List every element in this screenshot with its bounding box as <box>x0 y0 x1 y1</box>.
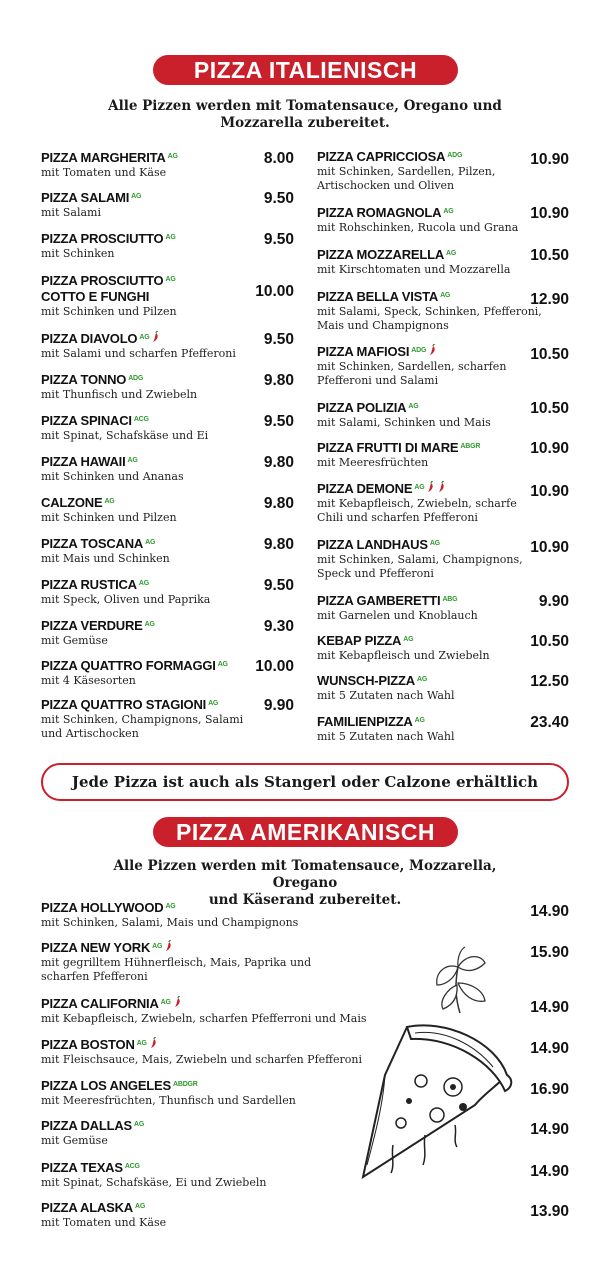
menu-item-description: mit Schinken, Sardellen, Pilzen, <box>317 165 496 178</box>
menu-item-name-text: PIZZA LOS ANGELES <box>41 1078 171 1093</box>
menu-item-name-text: PIZZA DIAVOLO <box>41 331 138 346</box>
allergen-tag: ABGR <box>460 443 481 450</box>
menu-item-description-line2: Chili und scharfen Pfefferoni <box>317 511 478 524</box>
menu-item-name-text: PIZZA TONNO <box>41 372 127 387</box>
menu-item-description: mit Gemüse <box>41 1134 108 1147</box>
italian-right-menu-item-price: 12.90 <box>530 291 569 308</box>
italian-left-menu-item-price: 9.50 <box>263 413 294 430</box>
menu-item-description: mit Schinken und Ananas <box>41 470 184 483</box>
allergen-tag: ACG <box>133 416 149 423</box>
italian-right-menu-item-price: 10.50 <box>530 633 569 650</box>
menu-item-description: mit Kirschtomaten und Mozzarella <box>317 263 511 276</box>
menu-item-description: mit Meeresfrüchten, Thunfisch und Sardellen <box>41 1094 296 1107</box>
menu-item-name <box>41 231 176 247</box>
menu-item-description: mit 5 Zutaten nach Wahl <box>317 689 455 702</box>
menu-item-name-text: PIZZA CALIFORNIA <box>41 996 159 1011</box>
american-menu-item <box>41 1160 266 1190</box>
italian-left-menu-item <box>41 618 155 648</box>
menu-item-name-text: PIZZA TOSCANA <box>41 536 144 551</box>
allergen-tag: AG <box>144 621 155 628</box>
italian-left-menu-item-price: 9.50 <box>263 577 294 594</box>
menu-item-name <box>317 537 523 553</box>
menu-item-name-text: PIZZA FRUTTI DI MARE <box>317 440 459 455</box>
italian-right-menu-item-price: 10.90 <box>530 539 569 556</box>
american-menu-item <box>41 940 311 984</box>
italian-note <box>80 98 530 132</box>
allergen-tag: AG <box>138 580 149 587</box>
menu-item-name-text: PIZZA MARGHERITA <box>41 150 166 165</box>
menu-item-name-text: PIZZA POLIZIA <box>317 400 407 415</box>
menu-item-description: mit Schinken, Sardellen, scharfen <box>317 360 507 373</box>
italian-left-menu-item <box>41 697 243 741</box>
menu-item-description: mit Mais und Schinken <box>41 552 170 565</box>
allergen-tag: AG <box>416 676 428 683</box>
menu-item-description: mit Schinken, Salami, Mais und Champignons <box>41 916 299 929</box>
italian-right-menu-item-price: 10.50 <box>530 400 569 417</box>
menu-item-name-line2: COTTO E FUNGHI <box>41 289 150 304</box>
american-menu-item <box>41 1200 166 1230</box>
menu-item-name-text: PIZZA VERDURE <box>41 618 143 633</box>
allergen-tag: ABG <box>442 596 458 603</box>
american-menu-item <box>41 1037 362 1067</box>
menu-item-name <box>41 190 141 206</box>
menu-item-name <box>317 400 491 416</box>
menu-item-description-line2: Speck und Pfefferoni <box>317 567 434 580</box>
allergen-tag: ADG <box>128 375 144 382</box>
menu-item-name <box>41 658 228 674</box>
italian-right-menu-item-price: 9.90 <box>538 593 569 610</box>
menu-item-name <box>41 150 178 166</box>
menu-item-name <box>317 481 517 497</box>
allergen-tag: AG <box>165 276 176 283</box>
menu-item-name-text: PIZZA MAFIOSI <box>317 344 410 359</box>
allergen-tag: AG <box>208 700 219 707</box>
italian-right-menu-item-price: 10.90 <box>530 440 569 457</box>
menu-item-description: mit Garnelen und Knoblauch <box>317 609 478 622</box>
menu-item-name <box>317 344 506 360</box>
italian-left-menu-item-price: 8.00 <box>263 150 294 167</box>
pizza-slice-illustration <box>345 1015 520 1185</box>
menu-item-description: mit Gemüse <box>41 634 108 647</box>
menu-item-description: mit Meeresfrüchten <box>317 456 429 469</box>
italian-right-menu-item <box>317 481 517 525</box>
italian-left-menu-item-price: 9.80 <box>263 495 294 512</box>
menu-item-name <box>317 633 490 649</box>
italian-left-menu-item <box>41 577 210 607</box>
allergen-tag: ADG <box>447 152 463 159</box>
menu-item-name <box>317 247 510 263</box>
italian-left-menu-item <box>41 413 208 443</box>
italian-left-menu-item <box>41 495 177 525</box>
menu-item-name <box>317 205 518 221</box>
american-menu-item-price: 14.90 <box>530 1121 569 1138</box>
menu-item-name <box>41 940 311 956</box>
allergen-tag: AG <box>217 661 228 668</box>
italian-right-menu-item <box>317 205 518 235</box>
menu-item-description: mit Salami, Schinken und Mais <box>317 416 491 429</box>
menu-item-name-text: CALZONE <box>41 495 103 510</box>
italian-left-menu-item <box>41 454 184 484</box>
menu-item-name-text: PIZZA HAWAII <box>41 454 126 469</box>
menu-item-name-text: PIZZA SPINACI <box>41 413 132 428</box>
menu-item-description: mit Rohschinken, Rucola und Grana <box>317 221 519 234</box>
menu-item-name-text: PIZZA MOZZARELLA <box>317 247 445 262</box>
italian-left-menu-item-price: 10.00 <box>255 283 294 300</box>
menu-item-name-text: PIZZA ALASKA <box>41 1200 133 1215</box>
italian-left-menu-item-price: 9.90 <box>263 697 294 714</box>
allergen-tag: AG <box>104 498 115 505</box>
allergen-tag: ADG <box>411 347 427 354</box>
american-menu-item <box>41 900 298 930</box>
american-note-line2: und Käserand zubereitet. <box>208 892 402 908</box>
chili-pepper-icon <box>151 331 160 343</box>
menu-item-name <box>41 996 367 1012</box>
section-title-american: PIZZA AMERIKANISCH <box>153 817 458 847</box>
american-menu-item <box>41 1118 144 1148</box>
american-menu-item-price: 16.90 <box>530 1081 569 1098</box>
menu-item-name-text: KEBAP PIZZA <box>317 633 402 648</box>
menu-item-description-line2: Pfefferoni und Salami <box>317 374 439 387</box>
menu-item-name-text: PIZZA PROSCIUTTO $^{AG}$ <box>41 273 176 288</box>
menu-item-name-text: PIZZA NEW YORK <box>41 940 151 955</box>
menu-item-name-text: PIZZA ROMAGNOLA <box>317 205 442 220</box>
menu-item-name-text: PIZZA QUATTRO STAGIONI <box>41 697 207 712</box>
allergen-tag: AG <box>145 539 156 546</box>
american-menu-item <box>41 1078 296 1108</box>
menu-item-name <box>317 673 454 689</box>
allergen-tag: AG <box>446 250 457 257</box>
menu-item-description: mit 5 Zutaten nach Wahl <box>317 730 455 743</box>
chili-pepper-icon <box>428 344 437 356</box>
italian-left-menu-item <box>41 331 236 361</box>
menu-item-name <box>317 149 495 165</box>
italian-left-menu-item-price: 9.80 <box>263 454 294 471</box>
italian-right-menu-item <box>317 440 480 470</box>
italian-right-menu-item <box>317 593 478 623</box>
allergen-tag: ABDGR <box>172 1081 198 1088</box>
menu-item-description-line2: scharfen Pfefferoni <box>41 970 148 983</box>
menu-item-name <box>41 495 177 511</box>
menu-item-name <box>41 1037 362 1053</box>
italian-left-menu-item-price: 10.00 <box>255 658 294 675</box>
menu-item-name <box>41 1160 266 1176</box>
italian-right-menu-item-price: 10.90 <box>530 205 569 222</box>
menu-item-name <box>41 1118 144 1134</box>
italian-right-menu-item <box>317 247 510 277</box>
menu-item-description: mit Schinken, Champignons, Salami <box>41 713 244 726</box>
italian-left-menu-item <box>41 150 178 180</box>
menu-item-name-text: PIZZA LANDHAUS <box>317 537 428 552</box>
menu-item-name-text: PIZZA DEMONE <box>317 481 413 496</box>
italian-right-menu-item <box>317 673 454 703</box>
american-note-line1: Alle Pizzen werden mit Tomatensauce, Mozzarella, Oregano <box>113 858 497 891</box>
italian-left-menu-item <box>41 231 176 261</box>
italian-left-menu-item-price: 9.80 <box>263 536 294 553</box>
menu-item-name-text: PIZZA QUATTRO FORMAGGI <box>41 658 216 673</box>
italian-left-menu-item <box>41 658 228 688</box>
italian-right-menu-item <box>317 400 491 430</box>
menu-item-description: mit Schinken und Pilzen <box>41 511 177 524</box>
menu-item-name <box>41 273 177 289</box>
basil-leaf-illustration <box>425 945 495 1017</box>
italian-right-menu-item <box>317 633 490 663</box>
chili-pepper-icon <box>164 940 173 952</box>
allergen-tag: ACG <box>124 1163 140 1170</box>
menu-item-name-text: PIZZA DALLAS <box>41 1118 132 1133</box>
menu-item-description: mit Salami <box>41 206 101 219</box>
menu-item-name-text: PIZZA SALAMI <box>41 190 130 205</box>
menu-item-description: mit Kebapfleisch und Zwiebeln <box>317 649 490 662</box>
menu-item-name <box>41 372 197 388</box>
menu-item-name-text: PIZZA CAPRICCIOSA <box>317 149 446 164</box>
allergen-tag: AG <box>414 484 425 491</box>
italian-right-menu-item-price: 23.40 <box>530 714 569 731</box>
american-menu-item-price: 14.90 <box>530 1163 569 1180</box>
american-menu-item-price: 13.90 <box>530 1203 569 1220</box>
chili-pepper-icon <box>426 481 435 493</box>
american-menu-item-price: 14.90 <box>530 999 569 1016</box>
menu-item-description: mit gegrilltem Hühnerfleisch, Mais, Paprika und <box>41 956 312 969</box>
menu-item-name <box>41 900 298 916</box>
allergen-tag: AG <box>136 1040 147 1047</box>
allergen-tag: AG <box>440 292 451 299</box>
allergen-tag: AG <box>134 1203 146 1210</box>
italian-left-menu-item <box>41 190 141 220</box>
allergen-tag: AG <box>131 193 142 200</box>
allergen-tag: AG <box>408 403 419 410</box>
menu-item-name-text: PIZZA GAMBERETTI <box>317 593 441 608</box>
section-title-italian: PIZZA ITALIENISCH <box>153 55 458 85</box>
menu-item-description-line2: und Artischocken <box>41 727 139 740</box>
allergen-tag: AG <box>165 234 176 241</box>
italian-right-menu-item <box>317 149 495 193</box>
allergen-tag: AG <box>443 208 454 215</box>
allergen-tag: AG <box>127 457 138 464</box>
stangerl-note: Jede Pizza ist auch als Stangerl oder Calzone erhältlich <box>41 763 569 801</box>
menu-item-name <box>41 618 155 634</box>
italian-left-menu-item-price: 9.50 <box>263 190 294 207</box>
menu-item-description: mit Tomaten und Käse <box>41 166 167 179</box>
american-menu-item-price: 15.90 <box>530 944 569 961</box>
menu-item-description: mit Tomaten und Käse <box>41 1216 167 1229</box>
italian-right-menu-item-price: 10.50 <box>530 346 569 363</box>
italian-note-line1: Alle Pizzen werden mit Tomatensauce, Oregano und <box>108 98 502 114</box>
menu-item-description: mit Schinken, Salami, Champignons, <box>317 553 523 566</box>
italian-right-menu-item <box>317 714 454 744</box>
american-menu-item-price: 14.90 <box>530 903 569 920</box>
italian-right-menu-item-price: 12.50 <box>530 673 569 690</box>
menu-item-description: mit Spinat, Schafskäse, Ei und Zwiebeln <box>41 1176 267 1189</box>
menu-item-description: mit Schinken <box>41 247 115 260</box>
menu-item-description: mit Spinat, Schafskäse und Ei <box>41 429 209 442</box>
menu-item-name <box>41 697 243 713</box>
allergen-tag: AG <box>139 334 150 341</box>
menu-item-name <box>41 1200 166 1216</box>
menu-item-name-text: WUNSCH-PIZZA <box>317 673 415 688</box>
allergen-tag: AG <box>152 943 163 950</box>
menu-item-name-text: PIZZA RUSTICA <box>41 577 137 592</box>
menu-item-name-text: PIZZA TEXAS <box>41 1160 123 1175</box>
italian-left-menu-item-price: 9.80 <box>263 372 294 389</box>
chili-pepper-icon <box>149 1037 158 1049</box>
italian-left-menu-item-price: 9.30 <box>263 618 294 635</box>
italian-left-menu-item-price: 9.50 <box>263 231 294 248</box>
allergen-tag: AG <box>403 636 414 643</box>
allergen-tag: AG <box>167 153 178 160</box>
menu-item-description: mit 4 Käsesorten <box>41 674 136 687</box>
menu-item-description: mit Thunfisch und Zwiebeln <box>41 388 198 401</box>
menu-item-name <box>317 714 454 730</box>
italian-left-menu-item-price: 9.50 <box>263 331 294 348</box>
italian-right-menu-item <box>317 344 506 388</box>
menu-item-description: mit Speck, Oliven und Paprika <box>41 593 211 606</box>
italian-right-menu-item-price: 10.90 <box>530 483 569 500</box>
menu-item-name <box>41 536 170 552</box>
menu-item-description: mit Kebapfleisch, Zwiebeln, scharfen Pfefferroni und Mais <box>41 1012 367 1025</box>
menu-item-name <box>317 593 478 609</box>
menu-item-name <box>41 454 184 470</box>
american-menu-item-price: 14.90 <box>530 1040 569 1057</box>
menu-item-description: mit Salami, Speck, Schinken, Pfefferoni, <box>317 305 542 318</box>
menu-item-name <box>317 440 480 456</box>
chili-pepper-icon <box>173 996 182 1008</box>
menu-item-name-text: FAMILIENPIZZA <box>317 714 413 729</box>
italian-right-menu-item-price: 10.90 <box>530 151 569 168</box>
menu-item-name-text: PIZZA BELLA VISTA <box>317 289 439 304</box>
menu-item-name-text: PIZZA BOSTON <box>41 1037 135 1052</box>
menu-item-description: mit Schinken und Pilzen <box>41 305 177 318</box>
allergen-tag: AG <box>160 999 171 1006</box>
allergen-tag: AG <box>134 1121 145 1128</box>
italian-right-menu-item <box>317 537 523 581</box>
menu-item-description: mit Kebapfleisch, Zwiebeln, scharfe <box>317 497 517 510</box>
menu-item-description: mit Salami und scharfen Pfefferoni <box>41 347 236 360</box>
menu-item-name <box>41 413 208 429</box>
allergen-tag: AG <box>165 903 176 910</box>
menu-item-name-text: PIZZA PROSCIUTTO <box>41 231 164 246</box>
italian-note-line2: Mozzarella zubereitet. <box>220 115 390 131</box>
menu-item-description-line2: Artischocken und Oliven <box>317 179 455 192</box>
menu-item-name-text: PIZZA HOLLYWOOD <box>41 900 164 915</box>
american-menu-item <box>41 996 367 1026</box>
allergen-tag: AG <box>414 717 425 724</box>
italian-left-menu-item <box>41 273 177 319</box>
allergen-tag: AG <box>429 540 440 547</box>
menu-item-description-line2: Mais und Champignons <box>317 319 449 332</box>
menu-item-name <box>41 331 236 347</box>
menu-item-description: mit Fleischsauce, Mais, Zwiebeln und scharfen Pfefferoni <box>41 1053 362 1066</box>
menu-item-name <box>41 1078 296 1094</box>
italian-left-menu-item <box>41 536 170 566</box>
italian-left-menu-item <box>41 372 197 402</box>
italian-right-menu-item-price: 10.50 <box>530 247 569 264</box>
chili-pepper-icon <box>437 481 446 493</box>
menu-item-name <box>41 577 210 593</box>
